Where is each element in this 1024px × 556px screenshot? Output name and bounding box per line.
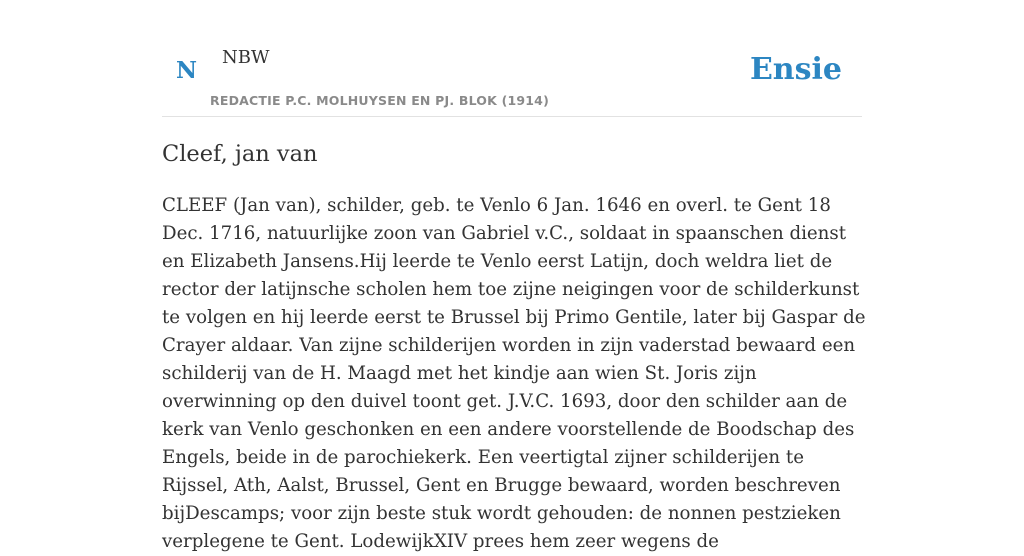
source-name-link[interactable]: NBW [222, 47, 270, 68]
article-body: CLEEF (Jan van), schilder, geb. te Venlo 6 Jan. 1646 en overl. te Gent 18 Dec. 1716, natuurlijke zoon van Gabriel v.C., soldaat in spaanschen dienst en Elizabeth Jansens.Hij leerde te Venlo eerst Latijn, doch weldra liet de rector der latijnsche scholen hem toe zijne neigingen voor de schilderkunst te volgen en hij leerde eerst te Brussel bij Primo Gentile, later bij Gaspar de Crayer aldaar. Van zijne schilderijen worden in zijn vaderstad bewaard een schilderij van de H. Maagd met het kindje aan wien St. Joris zijn overwinning op den duivel toont get. J.V.C. 1693, door den schilder aan de kerk van Venlo geschonken en een andere voorstellende de Boodschap des Engels, beide in de parochiekerk. Een veertigtal zijner schilderijen te Rijssel, Ath, Aalst, Brussel, Gent en Brugge bewaard, worden beschreven bijDescamps; voor zijn beste stuk wordt gehouden: de nonnen pestzieken verplegene te Gent. LodewijkXIV prees hem zeer wegens de [162, 195, 866, 552]
article-title: Cleef, jan van [162, 141, 318, 167]
header [162, 0, 862, 117]
source-logo[interactable]: N [176, 57, 198, 84]
source-subtitle: REDACTIE P.C. MOLHUYSEN EN PJ. BLOK (1914) [210, 93, 549, 108]
brand-logo-link[interactable]: Ensie [749, 52, 842, 87]
